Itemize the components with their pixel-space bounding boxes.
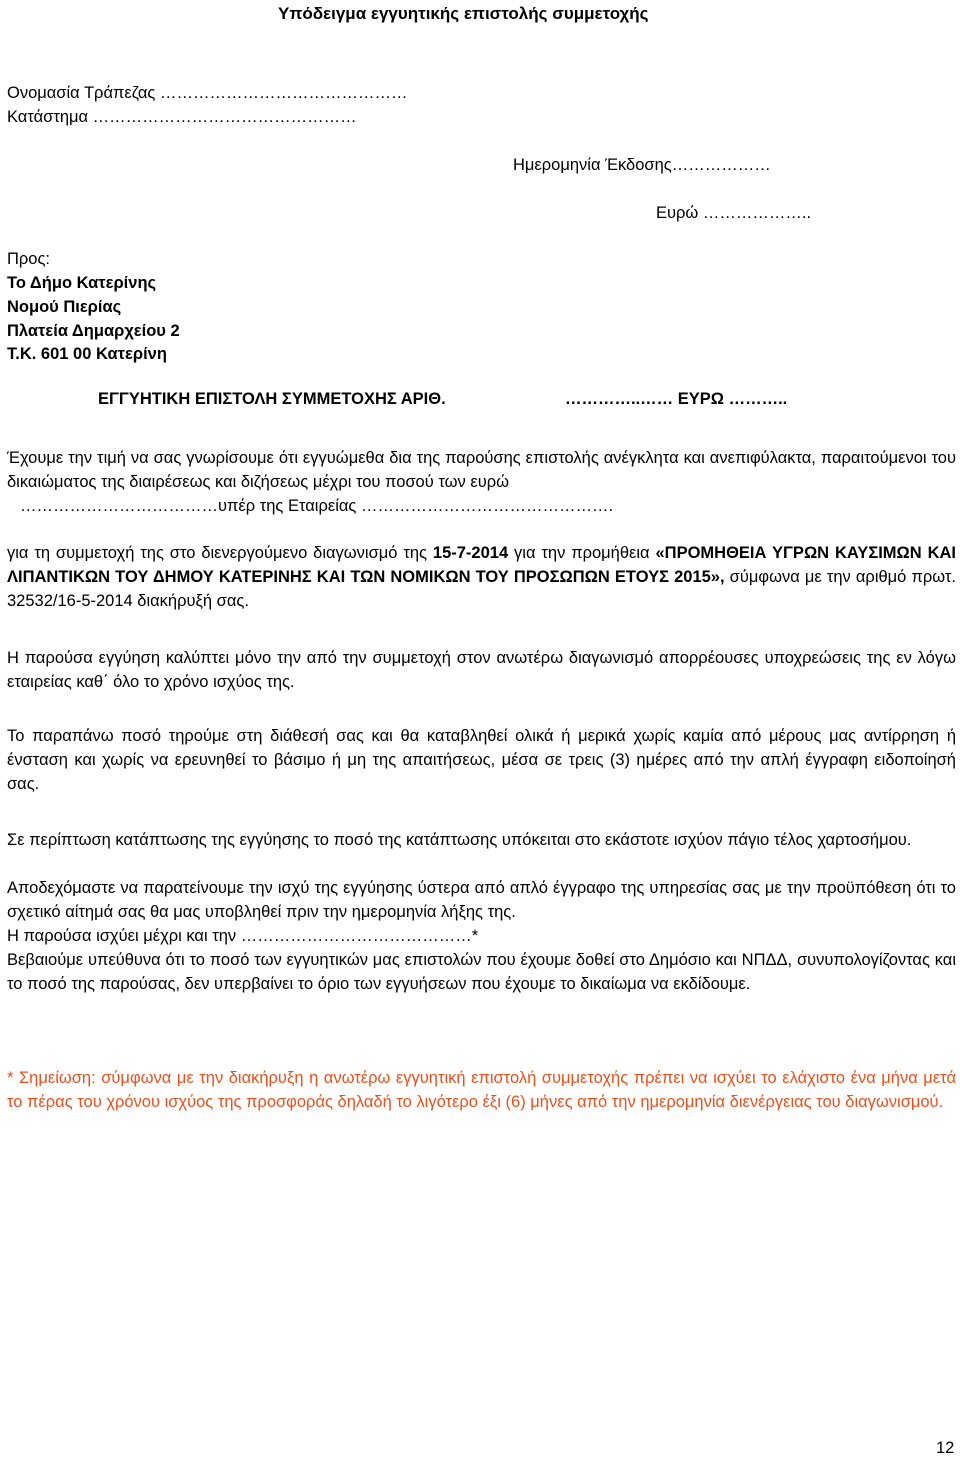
document-title: Υπόδειγμα εγγυητικής επιστολής συμμετοχής — [278, 4, 649, 23]
tender-reference: σύμφωνα με την αριθμό πρωτ. 32532/16-5-2014 διακήρυξή σας. — [7, 568, 956, 610]
paragraph-forfeiture: Σε περίπτωση κατάπτωσης της εγγύησης το ποσό της κατάπτωσης υπόκειται στο εκάστοτε ισχύον πάγιο τέλος χαρτοσήμου. — [7, 831, 912, 849]
company-line: ………………………………υπέρ της Εταιρείας ………………………………………. — [20, 497, 614, 515]
issue-date-line: Ημερομηνία Έκδοσης……………… — [513, 156, 771, 174]
tender-intro: για τη συμμετοχή της στο διενεργούμενο διαγωνισμό της — [7, 544, 433, 562]
recipient-line-3: Πλατεία Δημαρχείου 2 — [7, 322, 180, 340]
branch-line: Κατάστημα ………………………………………… — [7, 108, 357, 126]
paragraph-coverage: Η παρούσα εγγύηση καλύπτει μόνο την από την συμμετοχή στον ανωτέρω διαγωνισμό απορρέουσες υποχρεώσεις της εν λόγω εταιρείας καθ΄ όλο το χρόνο ισχύος της. — [7, 649, 956, 691]
letter-title: ΕΓΓΥΗΤΙΚΗ ΕΠΙΣΤΟΛΗ ΣΥΜΜΕΤΟΧΗΣ ΑΡΙΘ. — [98, 390, 446, 408]
tender-for: για την προμήθεια — [508, 544, 656, 562]
paragraph-declaration: Βεβαιούμε υπεύθυνα ότι το ποσό των εγγυητικών μας επιστολών που έχουμε δοθεί στο Δημόσιο και ΝΠΔΔ, συνυπολογίζοντας και το ποσό της παρούσας, δεν υπερβαίνει το όριο των εγγυήσεων που έχουμε το δικαίωμα να εκδίδουμε. — [7, 951, 956, 993]
paragraph-extension: Αποδεχόμαστε να παρατείνουμε την ισχύ της εγγύησης ύστερα από απλό έγγραφο της υπηρεσίας σας με την προϋπόθεση ότι το σχετικό αίτημά σας θα μας υποβληθεί πριν την ημερομηνία λήξης της. — [7, 879, 956, 921]
euro-line: Ευρώ ……………….. — [656, 204, 812, 222]
page-number: 12 — [936, 1439, 955, 1457]
bank-name-line: Ονομασία Τράπεζας ……………………………………… — [7, 84, 408, 102]
paragraph-payment: Το παραπάνω ποσό τηρούμε στη διάθεσή σας και θα καταβληθεί ολικά ή μερικά χωρίς καμία από μέρους μας αντίρρηση ή ένσταση και χωρίς να ερευνηθεί το βάσιμο ή μη της απαιτήσεως, μέσα σε τρεις (3) ημέρες από την απλή έγγραφη ειδοποίησή σας. — [7, 727, 956, 793]
paragraph-guarantee: Έχουμε την τιμή να σας γνωρίσουμε ότι εγγυώμεθα δια της παρούσης επιστολής ανέγκλητα και ανεπιφύλακτα, παραιτούμενοι του δικαιώματος της διαιρέσεως και διζήσεως μέχρι του ποσού των ευρώ — [7, 449, 956, 491]
tender-date: 15-7-2014 — [432, 544, 509, 562]
recipient-line-1: Το Δήμο Κατερίνης — [7, 274, 157, 292]
note-paragraph: * Σημείωση: σύμφωνα με την διακήρυξη η ανωτέρω εγγυητική επιστολή συμμετοχής πρέπει να ισχύει το ελάχιστο ένα μήνα μετά το πέρας του χρόνου ισχύος της προσφοράς δηλαδή το λιγότερο έξι (6) μήνες από την ημερομηνία διενέργειας του διαγωνισμού. — [7, 1069, 956, 1111]
paragraph-validity: Η παρούσα ισχύει μέχρι και την ……………………………………* — [7, 927, 479, 945]
recipient-to: Προς: — [7, 250, 51, 268]
recipient-line-2: Νομού Πιερίας — [7, 298, 122, 316]
letter-amount: …………..…… ΕΥΡΩ ……….. — [565, 390, 788, 408]
recipient-line-4: Τ.Κ. 601 00 Κατερίνη — [7, 345, 167, 363]
paragraph-tender — [7, 541, 956, 613]
tender-subject: «ΠΡΟΜΗΘΕΙΑ ΥΓΡΩΝ ΚΑΥΣΙΜΩΝ ΚΑΙ ΛΙΠΑΝΤΙΚΩΝ ΤΟΥ ΔΗΜΟΥ ΚΑΤΕΡΙΝΗΣ ΚΑΙ ΤΩΝ ΝΟΜΙΚΩΝ ΤΟΥ ΠΡΟΣΩΠΩΝ ΕΤΟΥΣ 2015», — [7, 544, 956, 586]
